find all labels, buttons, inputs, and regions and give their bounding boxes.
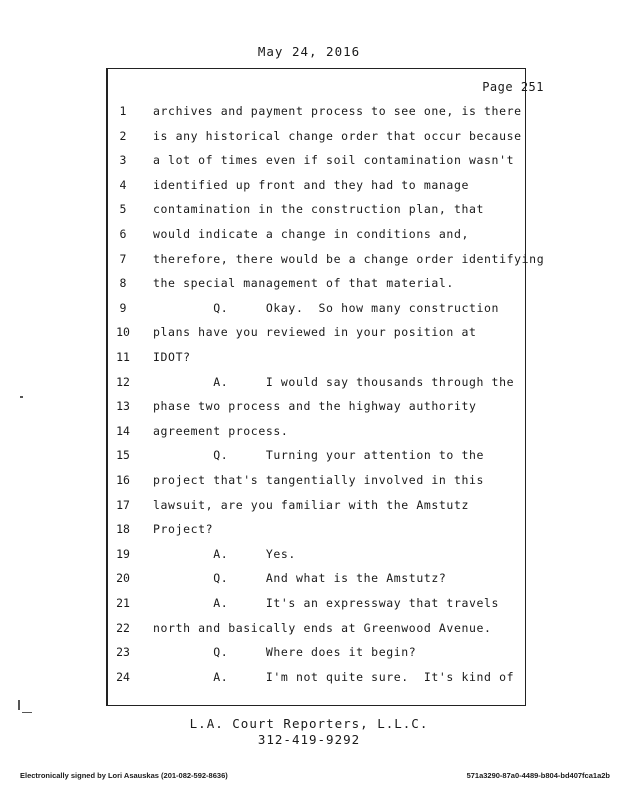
transcript-line: agreement process. xyxy=(153,423,289,438)
line-number: 16 xyxy=(116,473,130,487)
line-number: 14 xyxy=(116,423,130,438)
line-number: 1 xyxy=(119,104,127,118)
scan-speck xyxy=(20,396,23,398)
line-number: 18 xyxy=(116,522,130,537)
line-number: 5 xyxy=(119,202,127,217)
transcript-line: plans have you reviewed in your position at xyxy=(153,325,477,340)
transcript-line: A. I would say thousands through the xyxy=(153,374,515,389)
transcript-line: A. I'm not quite sure. It's kind of xyxy=(153,669,515,684)
scan-speck xyxy=(18,700,20,710)
transcript-line: Q. And what is the Amstutz? xyxy=(153,571,447,586)
transcript-line: phase two process and the highway authority xyxy=(153,399,477,414)
line-number: 23 xyxy=(116,645,130,660)
header-date: May 24, 2016 xyxy=(257,44,361,59)
line-number: 15 xyxy=(116,448,130,463)
line-number: 11 xyxy=(116,350,130,364)
line-number: 7 xyxy=(119,251,127,266)
transcript-line: north and basically ends at Greenwood Avenue. xyxy=(153,620,492,635)
transcript-line: Q. Where does it begin? xyxy=(153,645,417,660)
line-number: 3 xyxy=(119,153,127,168)
line-number: 17 xyxy=(116,497,130,512)
footer-company: L.A. Court Reporters, L.L.C. xyxy=(189,716,429,731)
page-number: Page 251 xyxy=(482,80,544,94)
transcript-line: therefore, there would be a change order identifying xyxy=(153,251,545,266)
transcript-line: is any historical change order that occur because xyxy=(153,128,522,143)
line-number: 22 xyxy=(116,620,130,635)
line-number: 13 xyxy=(116,399,130,414)
scan-speck xyxy=(22,712,32,713)
line-number: 2 xyxy=(119,128,127,143)
line-number: 10 xyxy=(116,325,130,340)
line-number: 19 xyxy=(116,546,130,561)
line-number: 24 xyxy=(116,669,130,684)
transcript-line: project that's tangentially involved in this xyxy=(153,473,485,487)
transcript-line: Q. Okay. So how many construction xyxy=(153,300,500,315)
transcript-line: would indicate a change in conditions and, xyxy=(153,227,469,241)
transcript-line: archives and payment process to see one, is there xyxy=(153,104,522,118)
line-number: 12 xyxy=(116,374,130,389)
line-number: 20 xyxy=(116,571,130,586)
line-number: 21 xyxy=(116,596,130,610)
line-number: 6 xyxy=(119,227,127,241)
document-id: 571a3290-87a0-4489-b804-bd407fca1a2b xyxy=(466,771,610,780)
line-number: 4 xyxy=(119,177,127,192)
line-number: 9 xyxy=(119,300,127,315)
transcript-line: A. It's an expressway that travels xyxy=(153,596,500,610)
transcript-line: Project? xyxy=(153,522,214,537)
transcript-line: IDOT? xyxy=(153,350,191,364)
transcript-line: identified up front and they had to manage xyxy=(153,177,469,192)
electronic-signature-note: Electronically signed by Lori Asauskas (201-082-592-8636) xyxy=(20,771,228,780)
footer-phone: 312-419-9292 xyxy=(257,732,361,747)
transcript-line: the special management of that material. xyxy=(153,276,454,291)
transcript-line: lawsuit, are you familiar with the Amstutz xyxy=(153,497,469,512)
transcript-line: A. Yes. xyxy=(153,546,296,561)
line-number: 8 xyxy=(119,276,127,291)
transcript-line: contamination in the construction plan, that xyxy=(153,202,485,217)
transcript-line: a lot of times even if soil contamination wasn't xyxy=(153,153,515,168)
transcript-line: Q. Turning your attention to the xyxy=(153,448,485,463)
